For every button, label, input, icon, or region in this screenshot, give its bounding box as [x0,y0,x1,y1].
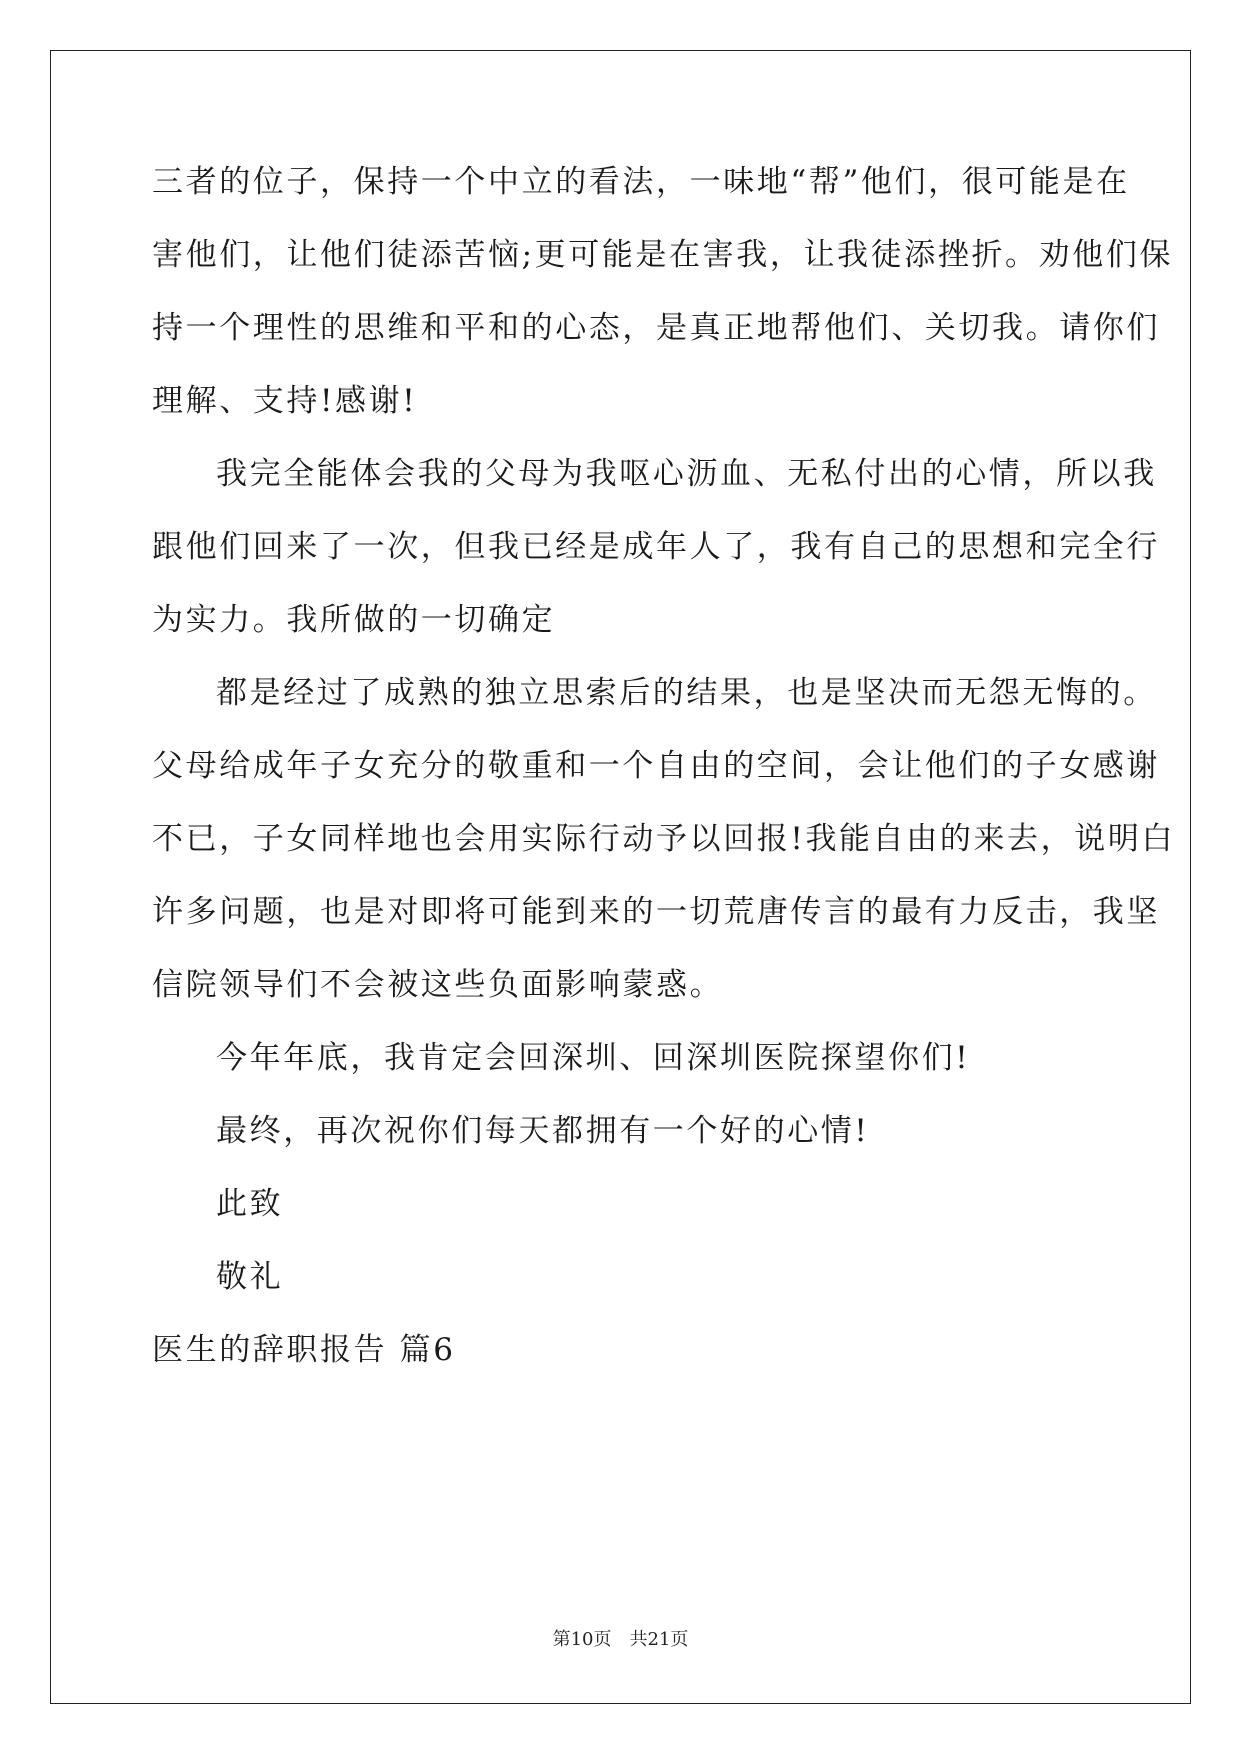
section-heading: 医生的辞职报告 篇6 [152,1332,456,1368]
text-line: 理解、支持!感谢! [152,383,418,419]
paragraph-start-line: 都是经过了成熟的独立思索后的结果，也是坚决而无怨无悔的。 [216,675,1157,711]
paragraph-start-line: 我完全能体会我的父母为我呕心沥血、无私付出的心情，所以我 [216,456,1157,492]
text-line: 害他们，让他们徒添苦恼;更可能是在害我，让我徒添挫折。劝他们保 [152,237,1174,273]
paragraph-start-line: 今年年底，我肯定会回深圳、回深圳医院探望你们! [216,1040,971,1076]
text-line: 跟他们回来了一次，但我已经是成年人了，我有自己的思想和完全行 [152,529,1160,565]
text-line: 信院领导们不会被这些负面影响蒙惑。 [152,967,724,1003]
text-line: 为实力。我所做的一切确定 [152,602,556,638]
page-footer: 第10页 共21页 [552,1629,689,1650]
text-line: 许多问题，也是对即将可能到来的一切荒唐传言的最有力反击，我坚 [152,894,1160,930]
text-line: 持一个理性的思维和平和的心态，是真正地帮他们、关切我。请你们 [152,310,1160,346]
closing-salutation: 此致 [216,1186,284,1222]
page-frame [50,50,1191,1704]
text-line: 父母给成年子女充分的敬重和一个自由的空间，会让他们的子女感谢 [152,748,1160,784]
closing-regards: 敬礼 [216,1259,284,1295]
text-line: 不已，子女同样地也会用实际行动予以回报!我能自由的来去，说明白 [152,821,1176,857]
text-line: 三者的位子，保持一个中立的看法，一味地“帮”他们，很可能是在 [152,164,1130,200]
paragraph-start-line: 最终，再次祝你们每天都拥有一个好的心情! [216,1113,870,1149]
